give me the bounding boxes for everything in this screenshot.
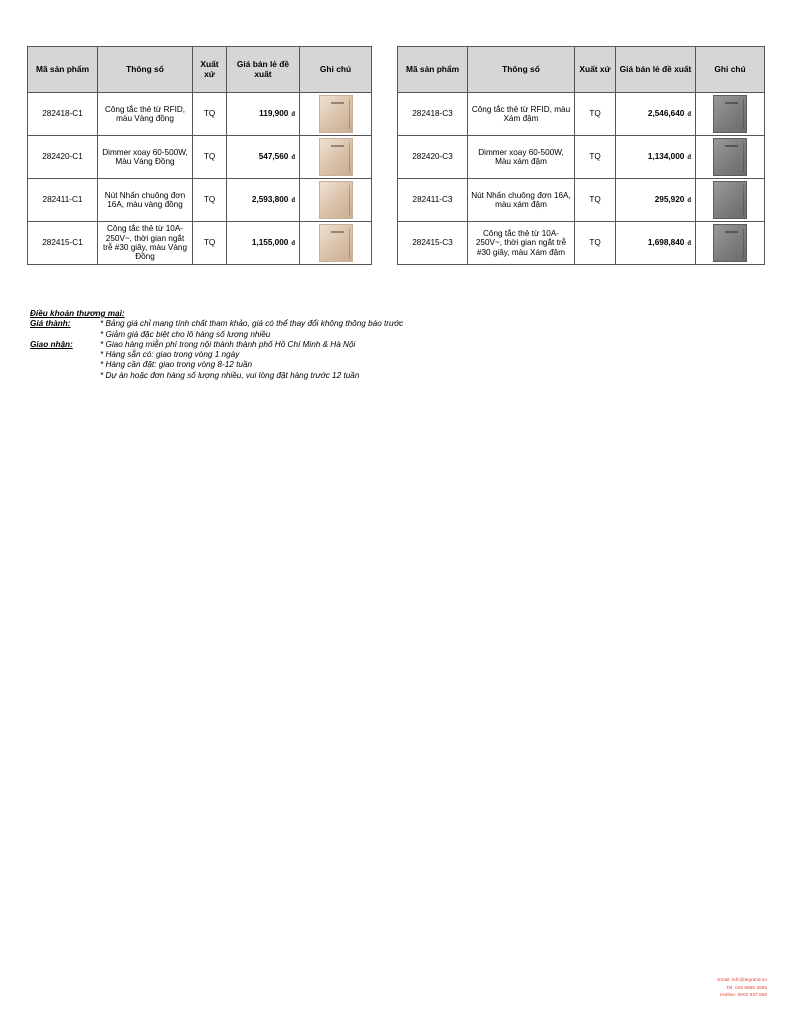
header-code: Mã sản phẩm — [398, 47, 468, 93]
price-terms-row — [30, 319, 403, 329]
table-row — [28, 93, 372, 136]
product-spec: Công tắc thẻ từ RFID, màu Vàng đồng — [98, 93, 193, 136]
table-row — [398, 222, 765, 265]
header-spec: Thông số — [468, 47, 575, 93]
product-price: 547,560 — [258, 152, 289, 162]
product-price-cell — [227, 136, 300, 179]
table-row — [398, 93, 765, 136]
product-code: 282418-C3 — [398, 93, 468, 136]
table-row — [398, 179, 765, 222]
header-spec: Thông số — [98, 47, 193, 93]
product-origin: TQ — [193, 179, 227, 222]
product-code: 282420-C3 — [398, 136, 468, 179]
product-origin: TQ — [575, 179, 616, 222]
footer-tel: Tel: 028 6685 3655 — [726, 985, 767, 991]
footer-email[interactable]: Email: info@legrand.vn — [717, 978, 767, 983]
product-price: 2,593,800 — [251, 195, 289, 205]
currency-symbol: đ — [687, 198, 691, 205]
currency-symbol: đ — [291, 241, 295, 248]
product-origin: TQ — [193, 93, 227, 136]
plate-edge — [743, 142, 744, 172]
plate-edge — [349, 228, 350, 258]
delivery-terms-label — [30, 350, 100, 360]
rfid-switch-grey-icon — [713, 95, 747, 133]
product-image-cell — [300, 136, 372, 179]
terms-title: Điều khoản thương mại: — [30, 309, 125, 318]
plate-edge — [743, 99, 744, 129]
header-price: Giá bán lẻ đề xuất — [227, 47, 300, 93]
bell-push-grey-icon — [713, 181, 747, 219]
plate-edge — [743, 228, 744, 258]
currency-symbol: đ — [687, 155, 691, 162]
price-table-grey — [397, 46, 765, 265]
key-card-switch-gold-icon — [319, 224, 353, 262]
product-origin: TQ — [575, 136, 616, 179]
product-image-cell — [300, 179, 372, 222]
price-terms-item: * Giảm giá đặc biệt cho lô hàng số lượng nhiều — [100, 329, 271, 339]
product-code: 282415-C3 — [398, 222, 468, 265]
product-image-cell — [696, 179, 765, 222]
product-price-cell — [227, 93, 300, 136]
delivery-terms-label — [30, 371, 100, 381]
product-code: 282411-C1 — [28, 179, 98, 222]
bell-push-gold-icon — [319, 181, 353, 219]
key-card-switch-grey-icon — [713, 224, 747, 262]
currency-symbol: đ — [291, 198, 295, 205]
product-price-cell — [227, 222, 300, 265]
card-slot — [725, 231, 738, 233]
table-row — [28, 222, 372, 265]
product-price-cell — [616, 93, 696, 136]
product-origin: TQ — [575, 93, 616, 136]
card-slot — [331, 145, 344, 147]
product-image-cell — [696, 222, 765, 265]
contact-footer — [717, 977, 767, 1000]
product-spec: Dimmer xoay 60-500W, Màu Vàng Đồng — [98, 136, 193, 179]
header-price: Giá bán lẻ đề xuất — [616, 47, 696, 93]
header-origin: Xuất xứ — [193, 47, 227, 93]
product-price: 2,546,640 — [647, 109, 685, 119]
card-slot — [331, 102, 344, 104]
plate-edge — [349, 99, 350, 129]
rotary-dimmer-grey-icon — [713, 138, 747, 176]
product-spec: Dimmer xoay 60-500W, Màu xám đậm — [468, 136, 575, 179]
header-note: Ghi chú — [696, 47, 765, 93]
product-spec: Nút Nhấn chuông đơn 16A, màu vàng đồng — [98, 179, 193, 222]
product-code: 282420-C1 — [28, 136, 98, 179]
price-terms-row — [30, 330, 403, 340]
table-row — [398, 136, 765, 179]
product-code: 282411-C3 — [398, 179, 468, 222]
header-note: Ghi chú — [300, 47, 372, 93]
header-code: Mã sản phẩm — [28, 47, 98, 93]
product-price: 1,134,000 — [647, 152, 685, 162]
product-price: 1,155,000 — [251, 238, 289, 248]
currency-symbol: đ — [687, 241, 691, 248]
rotary-dimmer-gold-icon — [319, 138, 353, 176]
product-origin: TQ — [193, 222, 227, 265]
card-slot — [725, 145, 738, 147]
product-price-cell — [616, 179, 696, 222]
footer-hotline: Hotline: 0902 937 655 — [720, 993, 767, 998]
delivery-terms-item: * Dự án hoặc đơn hàng số lượng nhiều, vui lòng đặt hàng trước 12 tuần — [100, 370, 360, 380]
delivery-terms-row — [30, 360, 403, 370]
product-origin: TQ — [193, 136, 227, 179]
product-origin: TQ — [575, 222, 616, 265]
commercial-terms — [30, 309, 403, 381]
table-header-row — [28, 47, 372, 93]
table-header-row — [398, 47, 765, 93]
price-table-gold — [27, 46, 372, 265]
product-price-cell — [616, 222, 696, 265]
product-price: 119,900 — [259, 109, 289, 119]
rfid-switch-gold-icon — [319, 95, 353, 133]
table-row — [28, 179, 372, 222]
delivery-terms-row — [30, 340, 403, 350]
currency-symbol: đ — [291, 155, 295, 162]
product-image-cell — [696, 136, 765, 179]
product-code: 282418-C1 — [28, 93, 98, 136]
product-spec: Công tắc thẻ từ 10A-250V~, thời gian ngắt trễ #30 giây, màu Vàng Đồng — [98, 222, 193, 265]
delivery-terms-row — [30, 350, 403, 360]
price-terms-item: * Bảng giá chỉ mang tính chất tham khảo, giá có thể thay đổi không thông báo trước — [100, 319, 404, 329]
delivery-terms-label — [30, 360, 100, 370]
product-image-cell — [300, 93, 372, 136]
header-origin: Xuất xứ — [575, 47, 616, 93]
product-price-cell — [227, 179, 300, 222]
product-image-cell — [696, 93, 765, 136]
product-spec: Công tắc thẻ từ 10A-250V~, thời gian ngắt trễ #30 giây, màu Xám đậm — [468, 222, 575, 265]
delivery-terms-item: * Hàng cần đặt: giao trong vòng 8-12 tuần — [100, 360, 253, 370]
price-terms-label: Giá thành: — [30, 319, 71, 329]
table-row — [28, 136, 372, 179]
plate-edge — [349, 185, 350, 215]
plate-edge — [349, 142, 350, 172]
product-spec: Công tắc thẻ từ RFID, màu Xám đậm — [468, 93, 575, 136]
delivery-terms-label: Giao nhận: — [30, 339, 73, 349]
product-price: 1,698,840 — [647, 238, 685, 248]
card-slot — [331, 231, 344, 233]
delivery-terms-row — [30, 371, 403, 381]
delivery-terms-item: * Giao hàng miễn phí trong nội thành thành phố Hồ Chí Minh & Hà Nội — [100, 339, 356, 349]
product-price-cell — [616, 136, 696, 179]
delivery-terms-item: * Hàng sẵn có: giao trong vòng 1 ngày — [100, 350, 240, 360]
card-slot — [725, 102, 738, 104]
currency-symbol: đ — [291, 112, 295, 119]
currency-symbol: đ — [687, 112, 691, 119]
plate-edge — [743, 185, 744, 215]
product-code: 282415-C1 — [28, 222, 98, 265]
product-image-cell — [300, 222, 372, 265]
product-price: 295,920 — [654, 195, 685, 205]
product-spec: Nút Nhấn chuông đơn 16A, màu xám đậm — [468, 179, 575, 222]
price-terms-label — [30, 330, 100, 340]
